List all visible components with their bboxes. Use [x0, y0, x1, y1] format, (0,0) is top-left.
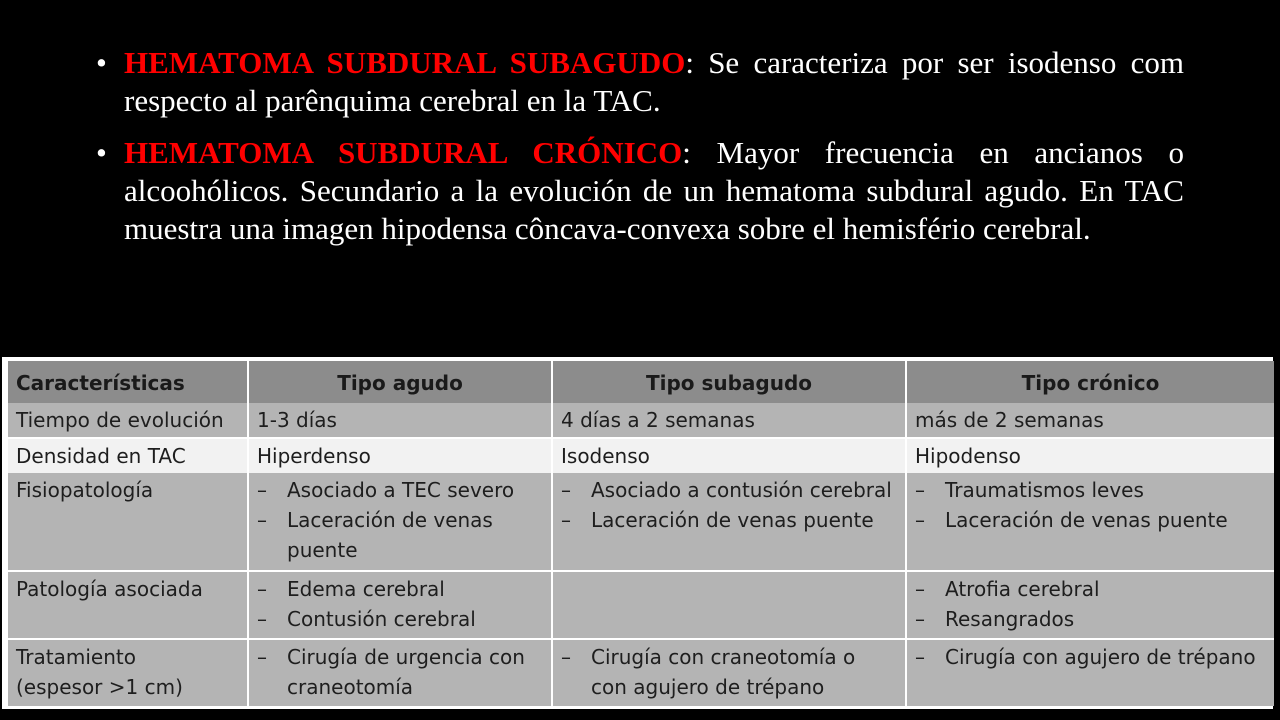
item-text: Atrofia cerebral	[945, 577, 1100, 602]
table-cell	[248, 571, 552, 639]
table-cell	[552, 473, 906, 572]
item-text: Edema cerebral	[287, 577, 445, 602]
dash-marker: –	[915, 607, 925, 632]
bullet-dot: •	[96, 45, 107, 80]
table-cell	[248, 473, 552, 572]
list-item	[257, 642, 543, 702]
dash-marker: –	[561, 507, 571, 532]
item-text: Cirugía con craneotomía o con agujero de trépano	[591, 645, 856, 700]
row-label: Densidad en TAC	[8, 438, 248, 473]
item-text: Contusión cerebral	[287, 607, 476, 632]
item-text: Laceración de venas puente	[287, 507, 493, 562]
bullet-list	[96, 44, 1184, 262]
dash-marker: –	[257, 477, 267, 502]
hematoma-table-image	[2, 357, 1273, 709]
dash-marker: –	[915, 645, 925, 670]
dash-marker: –	[257, 577, 267, 602]
bullet-subagudo	[96, 44, 1184, 120]
item-text: Asociado a TEC severo	[287, 477, 515, 502]
dash-marker: –	[561, 477, 571, 502]
row-label-line: Tratamiento	[16, 645, 136, 670]
item-text: Laceración de venas puente	[591, 507, 874, 532]
list-item	[561, 475, 897, 505]
dash-marker: –	[915, 577, 925, 602]
table-cell-empty	[552, 571, 906, 639]
list-item	[257, 505, 543, 565]
row-label: Tiempo de evolución	[8, 403, 248, 438]
list-item	[915, 574, 1266, 604]
table-cell	[248, 639, 552, 706]
item-text: Resangrados	[945, 607, 1075, 632]
header-tipo-subagudo: Tipo subagudo	[552, 361, 906, 403]
table-cell	[552, 639, 906, 706]
bullet-heading: HEMATOMA SUBDURAL CRÓNICO	[124, 135, 683, 170]
list-item	[915, 505, 1266, 535]
dash-marker: –	[257, 507, 267, 532]
list-item	[561, 505, 897, 535]
table-row	[8, 438, 1274, 473]
table-cell: Hiperdenso	[248, 438, 552, 473]
list-item	[915, 642, 1266, 672]
table-row	[8, 473, 1274, 572]
list-item	[915, 604, 1266, 634]
table-cell	[906, 473, 1274, 572]
list-item	[257, 604, 543, 634]
row-label-line: (espesor >1 cm)	[16, 675, 183, 700]
item-text: Asociado a contusión cerebral	[591, 477, 892, 502]
list-item	[257, 475, 543, 505]
header-tipo-cronico: Tipo crónico	[906, 361, 1274, 403]
table-cell: Hipodenso	[906, 438, 1274, 473]
table-cell: 4 días a 2 semanas	[552, 403, 906, 438]
header-tipo-agudo: Tipo agudo	[248, 361, 552, 403]
list-item	[915, 475, 1266, 505]
bullet-dot: •	[96, 135, 107, 170]
bullet-text: : Mayor frecuencia en ancianos o alcoohólicos. Secundario a la evolución de un hematoma subdural agudo. En TAC muestra una imagen hipodensa côncava-convexa sobre el hemisfério cerebral.	[124, 135, 1184, 246]
row-label: Patología asociada	[8, 571, 248, 639]
table-header-row	[8, 361, 1274, 403]
dash-marker: –	[257, 607, 267, 632]
table-row	[8, 403, 1274, 438]
table-cell: Isodenso	[552, 438, 906, 473]
item-text: Cirugía de urgencia con craneotomía	[287, 645, 525, 700]
header-caracteristicas: Características	[8, 361, 248, 403]
row-label: Fisiopatología	[8, 473, 248, 572]
bullet-cronico	[96, 134, 1184, 248]
dash-marker: –	[915, 507, 925, 532]
bullet-text: : Se caracteriza por ser isodenso com respecto al parênquima cerebral en la TAC.	[124, 45, 1184, 118]
table-row	[8, 571, 1274, 639]
dash-marker: –	[561, 645, 571, 670]
bullet-heading: HEMATOMA SUBDURAL SUBAGUDO	[124, 45, 686, 80]
dash-marker: –	[257, 645, 267, 670]
table-cell	[906, 639, 1274, 706]
hematoma-table	[8, 361, 1274, 706]
table-cell: 1-3 días	[248, 403, 552, 438]
list-item	[561, 642, 897, 702]
list-item	[257, 574, 543, 604]
table-row	[8, 639, 1274, 706]
dash-marker: –	[915, 477, 925, 502]
item-text: Laceración de venas puente	[945, 507, 1228, 532]
table-cell	[906, 571, 1274, 639]
item-text: Cirugía con agujero de trépano	[945, 645, 1256, 670]
row-label	[8, 639, 248, 706]
table-cell: más de 2 semanas	[906, 403, 1274, 438]
item-text: Traumatismos leves	[945, 477, 1144, 502]
